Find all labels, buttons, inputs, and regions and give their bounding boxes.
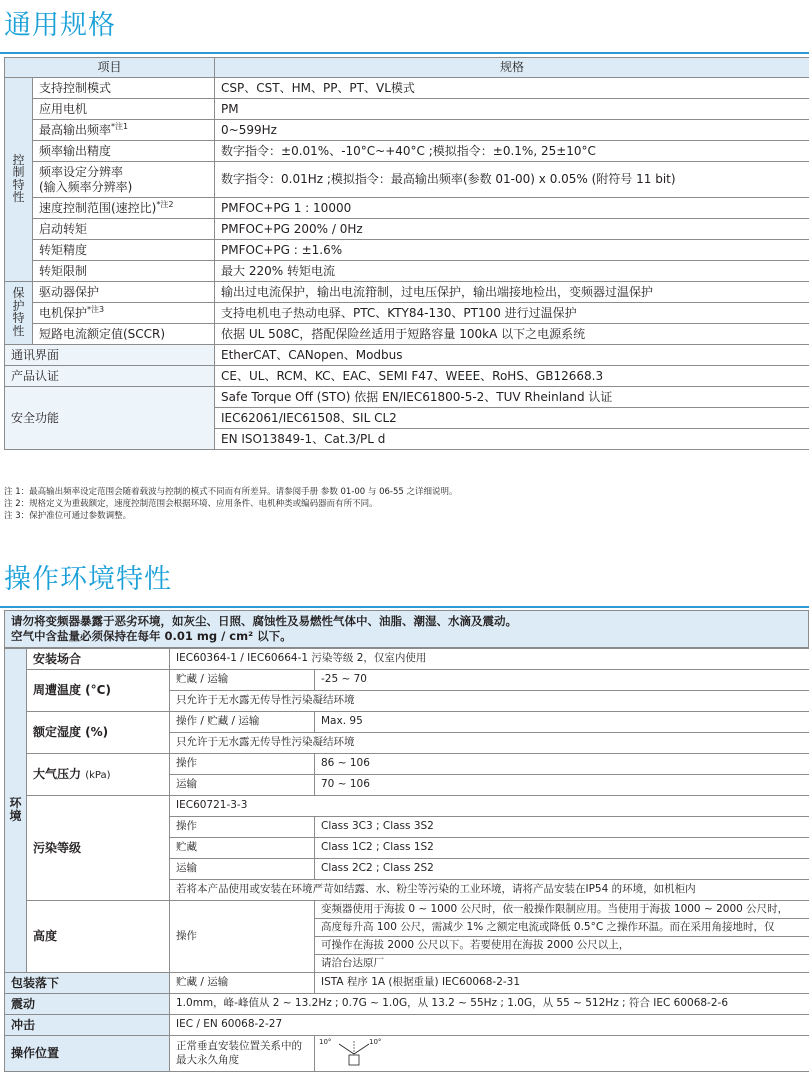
row-spec: PMFOC+PG 1 : 10000 [215, 198, 809, 219]
table-row [5, 261, 809, 282]
install-label: 安装场合 [27, 649, 170, 670]
table-row [5, 345, 809, 366]
table-row [5, 387, 809, 408]
row-item: 频率输出精度 [33, 141, 215, 162]
row-spec: CE、UL、RCM、KC、EAC、SEMI F47、WEEE、RoHS、GB12668.3 [215, 366, 809, 387]
row-item-safety: 安全功能 [5, 387, 215, 450]
row-spec: PMFOC+PG 200% / 0Hz [215, 219, 809, 240]
altitude-line-1: 变频器使用于海拔 0 ~ 1000 公尺时，依一般操作限制应用。当使用于海拔 1000 ~ 2000 公尺时， [315, 901, 809, 919]
row-spec: EtherCAT、CANopen、Modbus [215, 345, 809, 366]
row-spec: PMFOC+PG : ±1.6% [215, 240, 809, 261]
row-spec: CSP、CST、HM、PP、PT、VL模式 [215, 78, 809, 99]
pressure-cond: 操作 [170, 754, 315, 775]
group-protection: 保护特性 [5, 282, 33, 345]
general-spec-table [4, 57, 809, 450]
row-item: 启动转矩 [33, 219, 215, 240]
table-row [5, 670, 809, 691]
row-item: 应用电机 [33, 99, 215, 120]
table-row [5, 219, 809, 240]
table-row [5, 240, 809, 261]
table-row [5, 78, 809, 99]
row-spec: 最大 220% 转矩电流 [215, 261, 809, 282]
row-spec: IEC62061/IEC61508、SIL CL2 [215, 408, 809, 429]
row-spec: Safe Torque Off (STO) 依据 EN/IEC61800-5-2、TUV Rheinland 认证 [215, 387, 809, 408]
temp-cond: 贮藏 / 运输 [170, 670, 315, 691]
footnote-1: 注 1：最高输出频率设定范围会随着载波与控制的模式不同而有所差异。请参阅手册 参数 01-00 与 06-55 之详细说明。 [4, 486, 458, 498]
title-rule [0, 52, 809, 54]
row-item: 通讯界面 [5, 345, 215, 366]
row-item: 转矩精度 [33, 240, 215, 261]
row-spec: 输出过电流保护，输出电流箝制，过电压保护，输出端接地检出，变频器过温保护 [215, 282, 809, 303]
table-row [5, 282, 809, 303]
humidity-cond: 操作 / 贮藏 / 运输 [170, 712, 315, 733]
pollution-value: Class 1C2 ; Class 1S2 [315, 838, 809, 859]
vibration-value: 1.0mm，峰-峰值从 2 ~ 13.2Hz ; 0.7G ~ 1.0G，从 13.2 ~ 55Hz ; 1.0G，从 55 ~ 512Hz ; 符合 IEC 60068-2-6 [170, 994, 809, 1015]
row-spec: EN ISO13849-1、Cat.3/PL d [215, 429, 809, 450]
packing-cond: 贮藏 / 运输 [170, 973, 315, 994]
altitude-line-3: 可操作在海拔 2000 公尺以下。若要使用在海拔 2000 公尺以上， [315, 937, 809, 955]
row-spec: 依据 UL 508C，搭配保险丝适用于短路容量 100kA 以下之电源系统 [215, 324, 809, 345]
angle-right-label: 10° [369, 1038, 381, 1047]
row-spec: 数字指令：0.01Hz ;模拟指令：最高输出频率(参数 01-00) x 0.05% (附符号 11 bit) [215, 162, 809, 198]
altitude-label: 高度 [27, 901, 170, 973]
header-item: 项目 [5, 58, 215, 78]
row-item: 最高输出频率$^{*注1}$ [33, 120, 215, 141]
row-spec: 0~599Hz [215, 120, 809, 141]
section-title-general-spec: 通用规格 [4, 3, 116, 42]
angle-diagram [319, 1038, 389, 1068]
row-item: 电机保护$^{*注3}$ [33, 303, 215, 324]
table-row [5, 754, 809, 775]
packing-value: ISTA 程序 1A (根据重量) IEC60068-2-31 [315, 973, 809, 994]
table-row [5, 796, 809, 817]
table-row [5, 1015, 809, 1036]
row-spec: 支持电机电子热动电驿、PTC、KTY84-130、PT100 进行过温保护 [215, 303, 809, 324]
pollution-cond: 贮藏 [170, 838, 315, 859]
table-row [5, 162, 809, 198]
temp-note: 只允许于无水露无传导性污染凝结环境 [170, 691, 809, 712]
table-row [5, 366, 809, 387]
table-row [5, 712, 809, 733]
table-row [5, 99, 809, 120]
title-rule [0, 606, 809, 608]
vibration-label: 震动 [5, 994, 170, 1015]
footnote-2: 注 2：规格定义为重载额定，速度控制范围会根据环境、应用条件、电机种类或编码器而有所不同。 [4, 498, 458, 510]
pressure-value: 70 ~ 106 [315, 775, 809, 796]
row-item: 频率设定分辨率 (输入频率分辨率) [33, 162, 215, 198]
table-row [5, 994, 809, 1015]
pressure-value: 86 ~ 106 [315, 754, 809, 775]
angle-left-label: 10° [319, 1038, 331, 1047]
warning-line-1: 请勿将变频器暴露于恶劣环境，如灰尘、日照、腐蚀性及易燃性气体中、油脂、潮湿、水滴及震动。 [11, 614, 802, 629]
environment-table [4, 648, 809, 1072]
table-row [5, 324, 809, 345]
row-spec: PM [215, 99, 809, 120]
row-spec: 数字指令：±0.01%、-10°C~+40°C ;模拟指令：±0.1%, 25±10°C [215, 141, 809, 162]
shock-value: IEC / EN 60068-2-27 [170, 1015, 809, 1036]
altitude-cond: 操作 [170, 901, 315, 973]
pollution-value: Class 2C2 ; Class 2S2 [315, 859, 809, 880]
humidity-label: 额定湿度 (%) [27, 712, 170, 754]
pollution-cond: 运输 [170, 859, 315, 880]
temp-value: -25 ~ 70 [315, 670, 809, 691]
table-row [5, 198, 809, 219]
position-angle-figure [315, 1036, 809, 1072]
pressure-label: 大气压力 (kPa) [27, 754, 170, 796]
table-row [5, 649, 809, 670]
packing-label: 包装落下 [5, 973, 170, 994]
table-header-row [5, 58, 809, 78]
row-item: 转矩限制 [33, 261, 215, 282]
altitude-line-4: 请洽台达原厂 [315, 955, 809, 973]
position-label: 操作位置 [5, 1036, 170, 1072]
pollution-standard: IEC60721-3-3 [170, 796, 809, 817]
altitude-line-2: 高度每升高 100 公尺，需减少 1% 之额定电流或降低 0.5°C 之操作环温。而在采用角接地时，仅 [315, 919, 809, 937]
table-row [5, 303, 809, 324]
row-item: 驱动器保护 [33, 282, 215, 303]
header-spec: 规格 [215, 58, 809, 78]
row-item: 产品认证 [5, 366, 215, 387]
pollution-cond: 操作 [170, 817, 315, 838]
table-row [5, 1036, 809, 1072]
humidity-note: 只允许于无水露无传导性污染凝结环境 [170, 733, 809, 754]
pressure-cond: 运输 [170, 775, 315, 796]
group-control: 控制特性 [5, 78, 33, 282]
temp-label: 周遭温度 (°C) [27, 670, 170, 712]
shock-label: 冲击 [5, 1015, 170, 1036]
row-item: 支持控制模式 [33, 78, 215, 99]
footnotes [4, 486, 458, 522]
group-environment: 环境 [5, 649, 27, 973]
table-row [5, 901, 809, 919]
row-item: 速度控制范围(速控比)$^{*注2}$ [33, 198, 215, 219]
table-row [5, 973, 809, 994]
warning-line-2: 空气中含盐量必须保持在每年 0.01 mg / cm² 以下。 [11, 629, 802, 644]
table-row [5, 141, 809, 162]
environment-warning [4, 610, 809, 648]
section-title-environment: 操作环境特性 [4, 557, 172, 596]
table-row [5, 120, 809, 141]
row-item: 短路电流额定值(SCCR) [33, 324, 215, 345]
install-value: IEC60364-1 / IEC60664-1 污染等级 2，仅室内使用 [170, 649, 809, 670]
position-cond: 正常垂直安装位置关系中的 最大永久角度 [170, 1036, 315, 1072]
pollution-label: 污染等级 [27, 796, 170, 901]
pollution-value: Class 3C3 ; Class 3S2 [315, 817, 809, 838]
footnote-3: 注 3：保护准位可通过参数调整。 [4, 510, 458, 522]
humidity-value: Max. 95 [315, 712, 809, 733]
pollution-note: 若将本产品使用或安装在环境严苛如结露、水、粉尘等污染的工业环境，请将产品安装在IP54 的环境，如机柜内 [170, 880, 809, 901]
